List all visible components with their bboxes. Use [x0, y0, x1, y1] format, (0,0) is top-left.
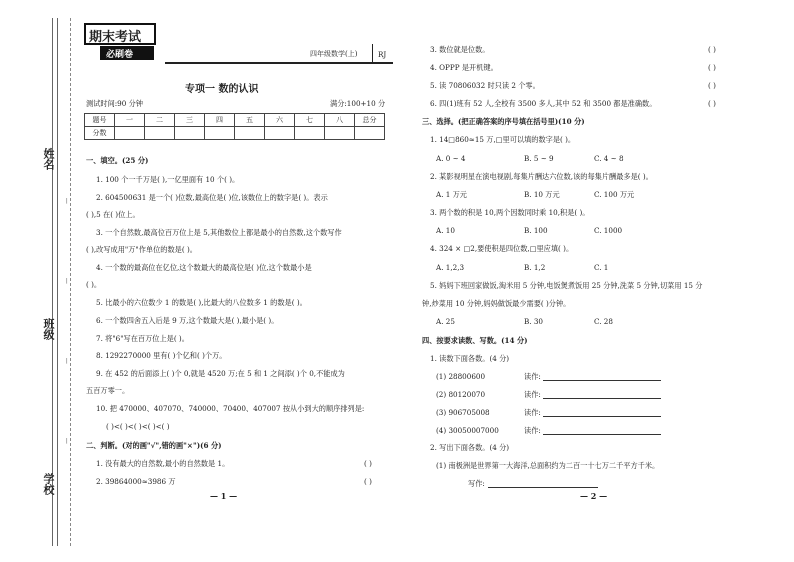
page-title: 专项一 数的认识 — [185, 84, 259, 95]
choice-4-option-b[interactable]: B. 1,2 — [524, 263, 546, 272]
read-label: 读作: — [524, 372, 541, 381]
margin-line — [57, 18, 58, 546]
choice-5-cont: 钟,炒菜用 10 分钟,妈妈做饭最少需要( )分钟。 — [422, 299, 571, 308]
answer-line[interactable] — [543, 380, 661, 381]
choice-4-option-a[interactable]: A. 1,2,3 — [436, 263, 465, 272]
score-cell: 六 — [265, 114, 295, 127]
binding-margin — [38, 18, 80, 546]
judge-1-answer[interactable]: ( ) — [364, 459, 372, 468]
page-number-2: — 2 — — [580, 491, 608, 501]
write-question-1: (1) 南极洲是世界第一大海洋,总面积约为二百一十七万二千平方千米。 — [436, 461, 660, 470]
choice-2-option-b[interactable]: B. 10 万元 — [524, 190, 560, 199]
question-fill-9: 9. 在 452 的后面添上( )个 0,就是 4520 万;在 5 和 1 之间添( )个 0,不能成为 — [96, 369, 345, 378]
judge-4-answer[interactable]: ( ) — [708, 63, 716, 72]
choice-1-option-b[interactable]: B. 5 ~ 9 — [524, 154, 554, 163]
edition-label: RJ — [378, 50, 387, 59]
question-fill-10-answer-row: ( )<( )<( )<( )<( ) — [106, 422, 170, 431]
score-input-cell[interactable] — [355, 127, 385, 140]
choice-5-option-c[interactable]: C. 28 — [594, 317, 613, 326]
question-fill-9-cont: 五百万零一。 — [86, 386, 130, 395]
question-fill-2: 2. 604500631 是一个( )位数,最高位是( )位,该数位上的数字是( )。表示 — [96, 193, 328, 202]
judge-6: 6. 四(1)班有 52 人,全校有 3500 多人,其中 52 和 3500 都是准确数。 — [430, 99, 657, 108]
section-3-title: 三、选择。(把正确答案的序号填在括号里)(10 分) — [422, 117, 585, 126]
read-label: 读作: — [524, 390, 541, 399]
grade-label: 四年级数学(上) — [310, 50, 358, 58]
cut-mark: ∣ — [66, 198, 68, 205]
read-label: 读作: — [524, 426, 541, 435]
question-fill-10: 10. 把 470000、407070、740000、70400、407007 按从小到大的顺序排列是: — [96, 404, 365, 413]
score-cell: 四 — [205, 114, 235, 127]
judge-2-answer[interactable]: ( ) — [364, 477, 372, 486]
score-cell: 八 — [325, 114, 355, 127]
read-numbers-instruction: 1. 读数下面各数。(4 分) — [430, 354, 510, 363]
judge-4: 4. OPPP 是开机键。 — [430, 63, 498, 72]
choice-2-option-c[interactable]: C. 100 万元 — [594, 190, 635, 199]
page-number-1: — 1 — — [210, 491, 238, 501]
question-fill-8: 8. 1292270000 里有( )个亿和( )个万。 — [96, 351, 227, 360]
test-time: 测试时间:90 分钟 — [86, 99, 143, 108]
judge-3: 3. 数位就是位数。 — [430, 45, 490, 54]
question-fill-3: 3. 一个自然数,最高位百万位上是 5,其他数位上都是最小的自然数,这个数写作 — [96, 228, 342, 237]
choice-5: 5. 妈妈下班回家做饭,淘米用 5 分钟,电饭煲煮饭用 25 分钟,洗菜 5 分钟,切菜用 15 分 — [430, 281, 703, 290]
read-number: (4) 30050007000 — [436, 426, 499, 435]
choice-5-option-b[interactable]: B. 30 — [524, 317, 543, 326]
name-label: 姓名 — [42, 148, 55, 170]
choice-3: 3. 两个数的积是 10,两个因数同时乘 10,积是( )。 — [430, 208, 590, 217]
answer-line[interactable] — [543, 398, 661, 399]
judge-1: 1. 没有最大的自然数,最小的自然数是 1。 — [96, 459, 230, 468]
judge-5-answer[interactable]: ( ) — [708, 81, 716, 90]
cut-mark: ∣ — [66, 358, 68, 365]
question-fill-3-cont: ( ),改写成用"万"作单位的数是( )。 — [86, 245, 197, 254]
score-table — [84, 113, 385, 140]
section-4-title: 四、按要求读数、写数。(14 分) — [422, 336, 528, 345]
question-fill-2-cont: ( ),5 在( )位上。 — [86, 210, 140, 219]
score-input-cell[interactable] — [145, 127, 175, 140]
score-cell: 题号 — [85, 114, 115, 127]
write-numbers-instruction: 2. 写出下面各数。(4 分) — [430, 443, 510, 452]
score-input-cell[interactable] — [205, 127, 235, 140]
choice-3-option-a[interactable]: A. 10 — [436, 226, 455, 235]
section-1-title: 一、填空。(25 分) — [86, 156, 149, 165]
logo-bottom-text: 必刷卷 — [106, 50, 134, 60]
read-number: (3) 906705008 — [436, 408, 490, 417]
margin-line — [52, 18, 53, 546]
cut-mark: ∣ — [66, 278, 68, 285]
score-cell: 三 — [175, 114, 205, 127]
brand-logo — [84, 22, 160, 64]
score-input-cell[interactable] — [115, 127, 145, 140]
read-number: (1) 28800600 — [436, 372, 486, 381]
header-rule — [165, 62, 393, 64]
question-fill-6: 6. 一个数四舍五入后是 9 万,这个数最大是( ),最小是( )。 — [96, 316, 279, 325]
choice-1-option-a[interactable]: A. 0 ~ 4 — [436, 154, 466, 163]
score-input-cell[interactable] — [295, 127, 325, 140]
choice-4: 4. 324 × □2,要使积是四位数,□里应填( )。 — [430, 244, 574, 253]
score-input-cell[interactable] — [325, 127, 355, 140]
read-number: (2) 80120070 — [436, 390, 486, 399]
read-label: 读作: — [524, 408, 541, 417]
judge-3-answer[interactable]: ( ) — [708, 45, 716, 54]
question-fill-7: 7. 将"6"写在百万位上是( )。 — [96, 334, 189, 343]
question-fill-4: 4. 一个数的最高位在亿位,这个数最大的最高位是( )位,这个数最小是 — [96, 263, 312, 272]
score-table-score-row — [85, 127, 385, 140]
answer-line[interactable] — [543, 416, 661, 417]
logo-top-text: 期末考试 — [89, 30, 142, 45]
choice-3-option-c[interactable]: C. 1000 — [594, 226, 623, 235]
answer-line[interactable] — [488, 487, 598, 488]
score-cell: 二 — [145, 114, 175, 127]
score-input-cell[interactable] — [265, 127, 295, 140]
choice-2-option-a[interactable]: A. 1 万元 — [436, 190, 467, 199]
choice-1-option-c[interactable]: C. 4 ~ 8 — [594, 154, 624, 163]
section-2-title: 二、判断。(对的画"√",错的画"×")(6 分) — [86, 441, 222, 450]
cut-line — [70, 18, 71, 546]
choice-5-option-a[interactable]: A. 25 — [436, 317, 455, 326]
score-cell: 一 — [115, 114, 145, 127]
choice-1: 1. 14□860≈15 万,□里可以填的数字是( )。 — [430, 135, 576, 144]
judge-2: 2. 39864000≈3986 万 — [96, 477, 176, 486]
write-label: 写作: — [468, 479, 485, 488]
score-input-cell[interactable] — [235, 127, 265, 140]
score-table-header-row — [85, 114, 385, 127]
class-label: 班级 — [42, 318, 55, 340]
question-fill-5: 5. 比最小的六位数少 1 的数是( ),比最大的八位数多 1 的数是( )。 — [96, 298, 307, 307]
score-cell: 总分 — [355, 114, 385, 127]
question-fill-4-cont: ( )。 — [86, 280, 102, 289]
score-cell: 五 — [235, 114, 265, 127]
cut-mark: ∣ — [66, 438, 68, 445]
judge-5: 5. 读 70806032 时只读 2 个零。 — [430, 81, 540, 90]
score-cell: 分数 — [85, 127, 115, 140]
full-score: 满分:100+10 分 — [330, 99, 386, 108]
judge-6-answer[interactable]: ( ) — [708, 99, 716, 108]
score-input-cell[interactable] — [175, 127, 205, 140]
choice-4-option-c[interactable]: C. 1 — [594, 263, 609, 272]
choice-2: 2. 某影视明星在演电视剧,每集片酬达六位数,该的每集片酬最多是( )。 — [430, 172, 653, 181]
question-fill-1: 1. 100 个一千万是( ),一亿里面有 10 个( )。 — [96, 175, 240, 184]
score-cell: 七 — [295, 114, 325, 127]
choice-3-option-b[interactable]: B. 100 — [524, 226, 548, 235]
school-label: 学校 — [42, 473, 55, 495]
answer-line[interactable] — [543, 434, 661, 435]
header-divider — [372, 44, 373, 64]
